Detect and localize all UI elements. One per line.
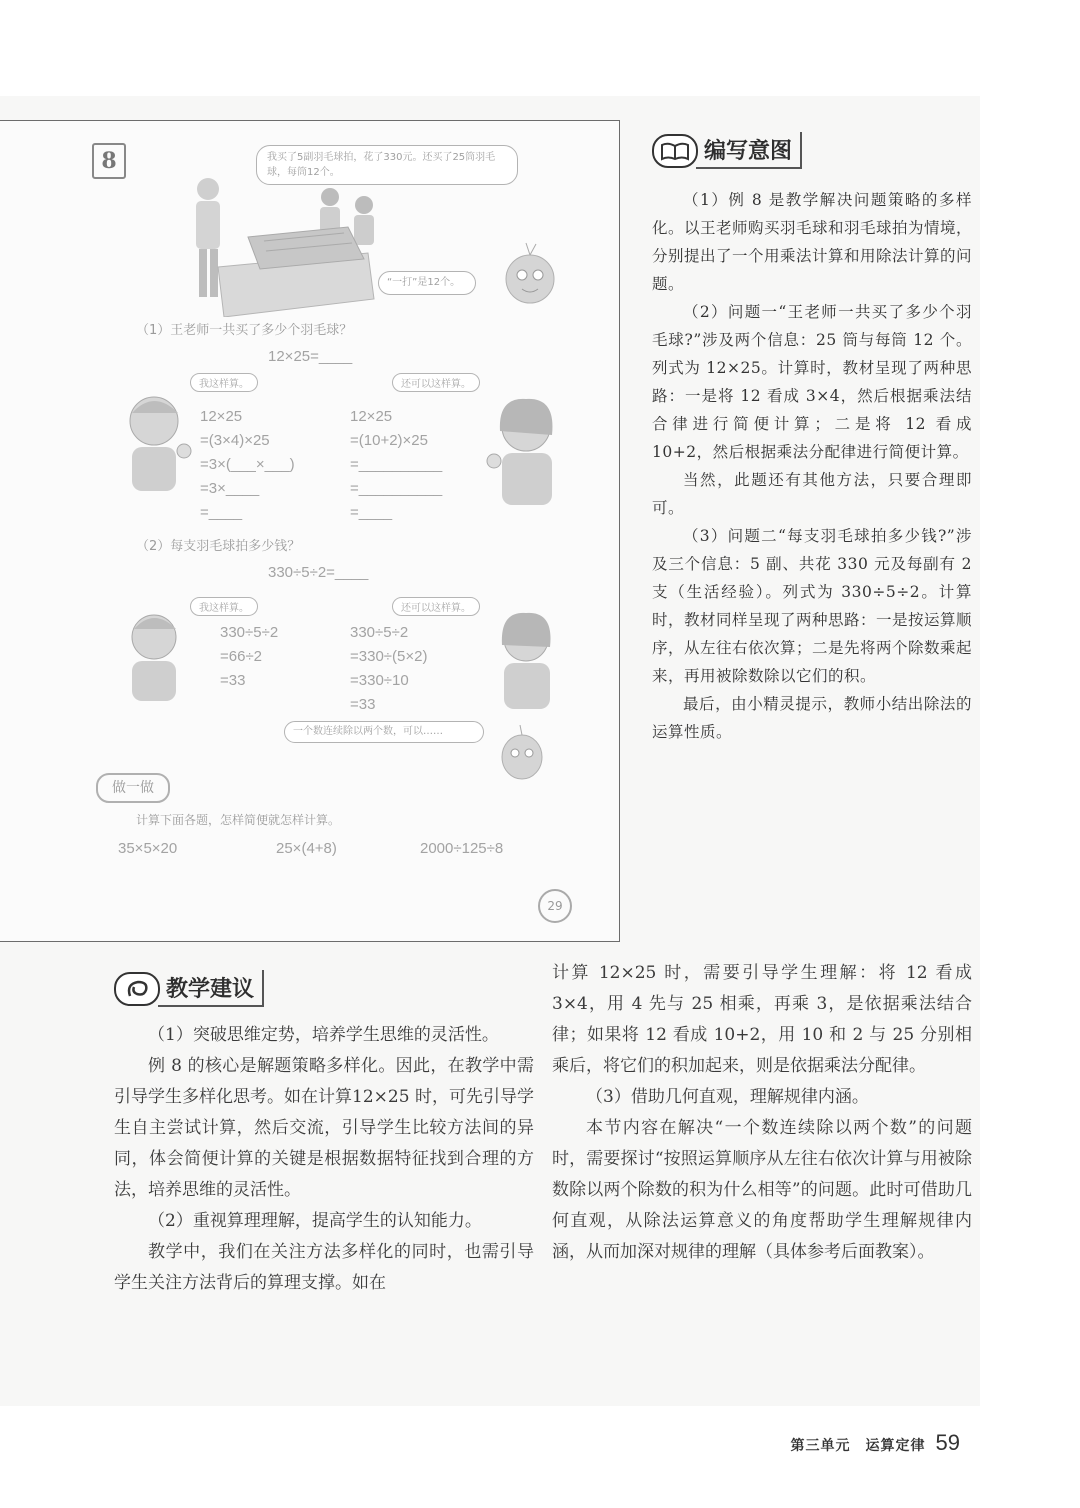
page-footer xyxy=(791,1430,960,1456)
swirl-icon xyxy=(114,972,160,1006)
boy-icon xyxy=(120,607,200,707)
question-2-expression: 330÷5÷2=____ xyxy=(268,564,369,581)
advice-paragraph: （1）突破思维定势，培养学生思维的灵活性。 xyxy=(148,1025,499,1045)
textbook-page-number: 29 xyxy=(538,889,572,923)
shop-counter-illustration xyxy=(168,167,408,317)
example-number: 8 xyxy=(92,143,126,179)
advice-paragraph: （3）借助几何直观，理解规律内涵。 xyxy=(586,1087,869,1107)
advice-paragraph: （2）重视算理理解，提高学生的认知能力。 xyxy=(148,1211,482,1231)
sprite-icon xyxy=(500,241,564,311)
intent-paragraph: （1）例 8 是教学解决问题策略的多样化。以王老师购买羽毛球和羽毛球拍为情境，分别提出了一个用乘法计算和用除法计算的问题。 xyxy=(652,191,973,293)
do-it-prompt: 计算下面各题，怎样简便就怎样计算。 xyxy=(136,813,341,827)
q2-right-method-tag: 还可以这样算。 xyxy=(392,597,480,616)
q2-right-working: 330÷5÷2 =330÷(5×2) =330÷10 =33 xyxy=(350,624,428,713)
intent-paragraph: （3）问题二“每支羽毛球拍多少钱?”涉及三个信息：5 副、共花 330 元及每副有 2 支（生活经验）。列式为 330÷5÷2。计算时，教材同样呈现了两种思路：一是按运算顺序，从左往右依次算；二是先将两个除数乘起来，再用被除数除以它们的积。 xyxy=(652,527,973,685)
intent-paragraph: （2）问题一“王老师一共买了多少个羽毛球?”涉及两个信息：25 筒与每筒 12 个。列式为 12×25。计算时，教材呈现了两种思路：一是将 12 看成 3×4，然后根据乘法结合律进行简便计算；二是将 12 看成 10+2，然后根据乘法分配律进行简便计算。 xyxy=(652,303,972,461)
q2-left-working: 330÷5÷2 =66÷2 =33 xyxy=(220,624,279,689)
advice-paragraph: 本节内容在解决“一个数连续除以两个数”的问题时，需要探讨“按照运算顺序从左往右依次计算与用被除数除以两个除数的积为什么相等”的问题。此时可借助几何直观，从除法运算意义的角度帮助学生理解规律内涵，从而加深对规律的理解（具体参考后面教案）。 xyxy=(552,1118,972,1262)
sprite-icon xyxy=(492,725,552,785)
exercise-2: 25×(4+8) xyxy=(276,840,337,857)
open-book-icon xyxy=(652,134,698,168)
advice-paragraph: 教学中，我们在关注方法多样化的同时，也需引导学生关注方法背后的算理支撑。如在 xyxy=(114,1242,534,1293)
intent-title: 编写意图 xyxy=(696,132,802,169)
girl-icon xyxy=(484,605,564,715)
advice-heading xyxy=(114,970,264,1007)
advice-left-column xyxy=(114,1020,534,1299)
section-title: 第三单元 运算定律 xyxy=(790,1438,926,1454)
q1-left-method-tag: 我这样算。 xyxy=(190,373,258,392)
exercise-1: 35×5×20 xyxy=(118,840,178,857)
advice-paragraph: 例 8 的核心是解题策略多样化。因此，在教学中需引导学生多样化思考。如在计算12×25 时，可先引导学生自主尝试计算，然后交流，引导学生比较方法间的异同，体会简便计算的关键是根据数据特征找到合理的方法，培养思维的灵活性。 xyxy=(114,1056,534,1200)
exercise-3: 2000÷125÷8 xyxy=(420,840,504,857)
page-number: 59 xyxy=(935,1430,960,1455)
q1-right-method-tag: 还可以这样算。 xyxy=(392,373,480,392)
question-2: （2）每支羽毛球拍多少钱？ xyxy=(136,539,301,554)
question-1: （1）王老师一共买了多少个羽毛球？ xyxy=(136,323,353,338)
question-1-expression: 12×25=____ xyxy=(268,348,353,365)
q2-left-method-tag: 我这样算。 xyxy=(190,597,258,616)
intent-heading xyxy=(652,132,802,169)
sprite-tip-bubble: 一个数连续除以两个数，可以…… xyxy=(284,721,484,743)
advice-title: 教学建议 xyxy=(158,970,264,1007)
boy-icon xyxy=(120,389,200,499)
textbook-page-inset xyxy=(0,120,620,942)
q1-left-working: 12×25 =(3×4)×25 =3×(___×___) =3×____ =____ xyxy=(200,408,295,521)
advice-continued-paragraph: 计算 12×25 时，需要引导学生理解：将 12 看成 3×4，用 4 先与 25 相乘，再乘 3，是依据乘法结合律；如果将 12 看成 10+2，用 10 和 2 与 25 分别相乘后，将它们的积加起来，则是依据乘法分配律。 xyxy=(552,963,972,1076)
sprite-speech-bubble: “一打”是12个。 xyxy=(378,271,476,295)
advice-right-column xyxy=(552,958,972,1268)
q1-right-working: 12×25 =(10+2)×25 =__________ =__________ =____ xyxy=(350,408,443,521)
intent-paragraph: 当然，此题还有其他方法，只要合理即可。 xyxy=(652,471,972,517)
teacher-speech-bubble: 我买了5副羽毛球拍，花了330元。还买了25筒羽毛球，每筒12个。 xyxy=(256,145,518,185)
intent-body xyxy=(652,186,972,746)
do-it-label: 做一做 xyxy=(96,773,170,803)
intent-paragraph: 最后，由小精灵提示，教师小结出除法的运算性质。 xyxy=(652,695,972,741)
girl-icon xyxy=(478,391,568,511)
